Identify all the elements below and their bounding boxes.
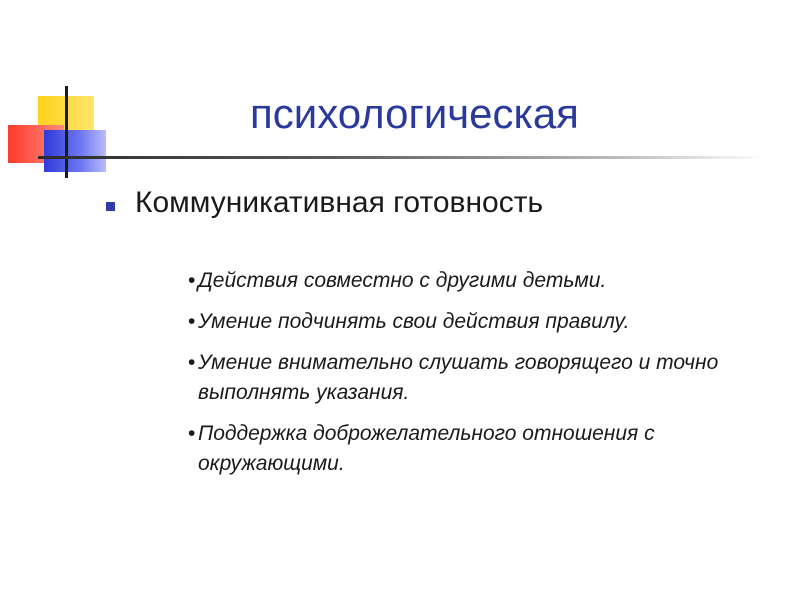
list-item-text: Действия совместно с другими детьми. <box>198 269 607 292</box>
bullet-dot-icon: • <box>188 351 196 374</box>
section-heading: Коммуникативная готовность <box>135 186 544 219</box>
list-item <box>188 348 768 408</box>
list-item-text: Умение внимательно слушать говорящего и точно выполнять указания. <box>198 351 719 404</box>
list-item <box>188 419 768 479</box>
square-bullet-icon <box>106 202 115 211</box>
bullet-dot-icon: • <box>188 310 196 333</box>
list-item <box>188 307 768 337</box>
bullet-list <box>188 266 768 490</box>
title-underline <box>38 156 768 159</box>
list-item <box>188 266 768 296</box>
slide-title: психологическая <box>250 90 579 137</box>
vertical-divider-line <box>65 86 68 178</box>
heading-row <box>106 186 543 220</box>
blue-square <box>44 130 106 172</box>
decorative-squares-logo <box>0 0 120 190</box>
list-item-text: Умение подчинять свои действия правилу. <box>198 310 630 333</box>
bullet-dot-icon: • <box>188 269 196 292</box>
list-item-text: Поддержка доброжелательного отношения с окружающими. <box>198 422 655 475</box>
bullet-dot-icon: • <box>188 422 196 445</box>
